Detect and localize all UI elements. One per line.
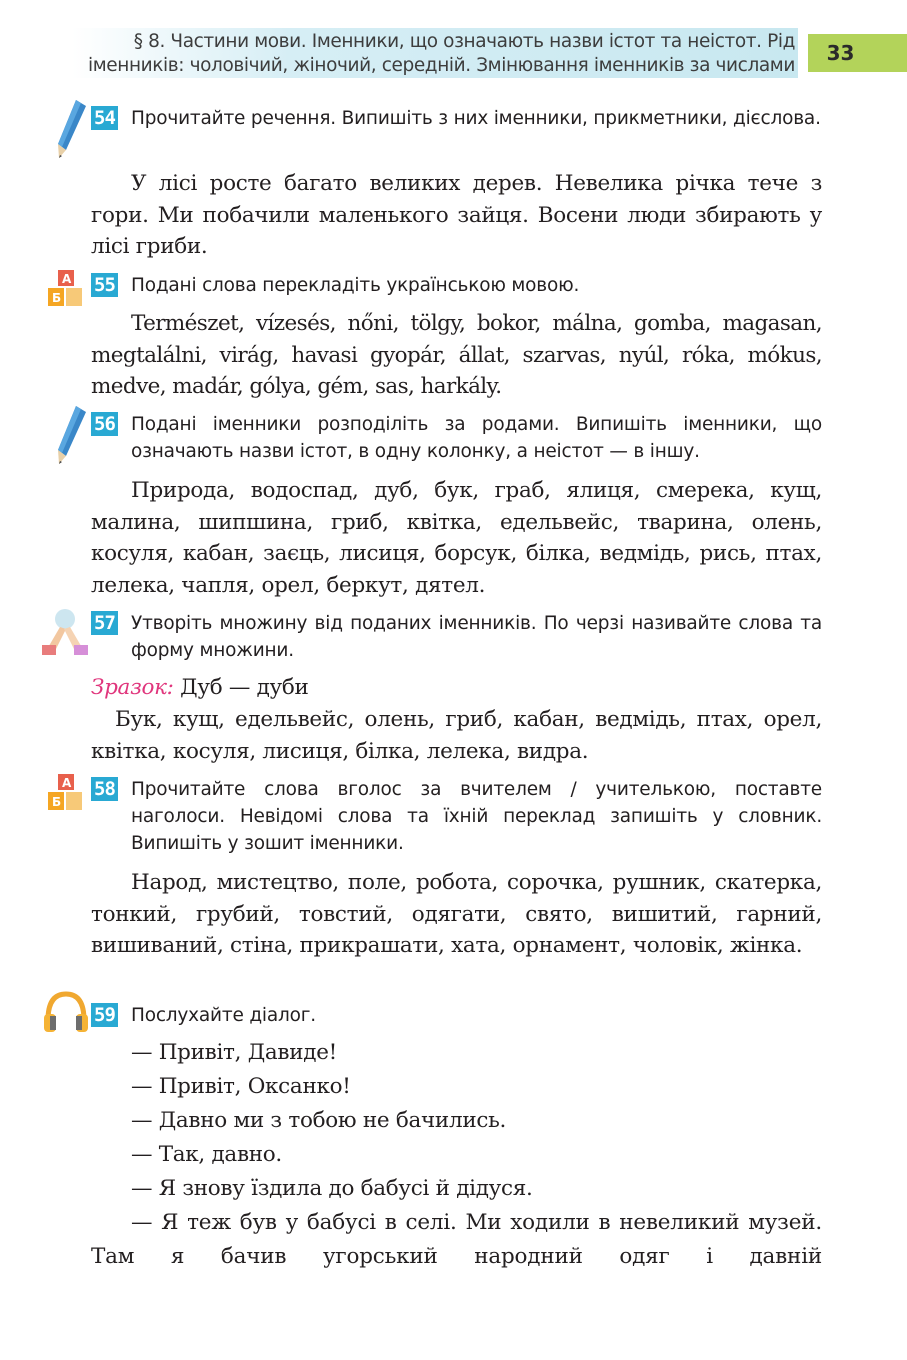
exercise-56-text: Природа, водоспад, дуб, бук, граб, ялиця, смерека, кущ, малина, шипшина, гриб, квітка, едельвейс, тварина, олень, косуля, кабан, заєць, лисиця, борсук, білка, ведмідь, рись, птах, лелека, чапля, орел, беркут, дятел. (91, 478, 822, 598)
dialog-last-line: — Я теж був у бабусі в селі. Ми ходили в невеликий музей. Там я бачив угорський народний одяг і давній (91, 1210, 822, 1269)
dialog-line: — Давно ми з тобою не бачились. (131, 1108, 507, 1133)
svg-text:А: А (62, 776, 72, 790)
exercise-57-text: Бук, кущ, едельвейс, олень, гриб, кабан, ведмідь, птах, орел, квітка, косуля, лисиця, білка, лелека, видра. (91, 707, 822, 764)
dialog-line: — Я знову їздила до бабусі й дідуся. (131, 1176, 533, 1201)
section-header-line-2: іменників: чоловічий, жіночий, середній. Змінювання іменників за числами (87, 55, 795, 76)
exercise-number-55: 55 (91, 273, 118, 297)
section-header-line-1: § 8. Частини мови. Іменники, що означають назви істот та неістот. Рід (133, 31, 795, 52)
exercise-58-text: Народ, мистецтво, поле, робота, сорочка, рушник, скатерка, тонкий, грубий, товстий, одягати, свято, вишитий, гарний, вишиваний, стіна, прикрашати, хата, орнамент, чоловік, жінка. (91, 870, 822, 958)
exercise-57-instruction: Утворіть множину від поданих іменників. По черзі називайте слова та форму множини. (131, 613, 822, 661)
sample-label: Зразок: (91, 675, 174, 700)
svg-text:А: А (62, 272, 72, 286)
dialog-line: — Привіт, Давиде! (131, 1040, 337, 1065)
exercise-number-57: 57 (91, 611, 118, 635)
dialog-line: — Так, давно. (131, 1142, 282, 1167)
exercise-55-text: Természet, vízesés, nőni, tölgy, bokor, málna, gomba, magasan, megtalálni, virág, havasi gyopár, állat, szarvas, nyúl, róka, mókus, medve, madár, gólya, gém, sas, harkály. (91, 311, 822, 399)
alphabet-blocks-icon (46, 270, 88, 310)
headphones-icon (42, 990, 90, 1034)
exercise-number-54: 54 (91, 106, 118, 130)
exercise-number-58: 58 (91, 777, 118, 801)
dialog (131, 1036, 822, 1206)
section-header (75, 30, 795, 78)
exercise-57-sample (91, 672, 822, 704)
exercise-55-instruction: Подані слова перекладіть українською мовою. (131, 275, 580, 296)
exercise-56-instruction: Подані іменники розподіліть за родами. Випишіть іменники, що означають назви істот, в одну колонку, а неістот — в іншу. (131, 414, 822, 462)
pencil-icon (52, 404, 88, 466)
exercise-54-text: У лісі росте багато великих дерев. Невелика річка тече з гори. Ми побачили маленького зайця. Восени люди збирають у лісі гриби. (91, 171, 822, 259)
hands-icon (40, 605, 90, 657)
sample-text: Дуб — дуби (173, 675, 309, 700)
pencil-icon (52, 98, 88, 160)
exercise-59-instruction: Послухайте діалог. (131, 1005, 316, 1026)
exercise-54-instruction: Прочитайте речення. Випишіть з них іменники, прикметники, дієслова. (131, 108, 821, 129)
svg-text:Б: Б (52, 291, 62, 305)
dialog-line: — Привіт, Оксанко! (131, 1074, 351, 1099)
exercise-number-59: 59 (91, 1003, 118, 1027)
svg-text:Б: Б (52, 795, 62, 809)
page-number: 33 (808, 34, 907, 72)
alphabet-blocks-icon (46, 774, 88, 814)
exercise-58-instruction: Прочитайте слова вголос за вчителем / учителькою, поставте наголоси. Невідомі слова та їхній переклад запишіть у словник. Випишіть у зошит іменники. (131, 779, 822, 854)
exercise-number-56: 56 (91, 412, 118, 436)
